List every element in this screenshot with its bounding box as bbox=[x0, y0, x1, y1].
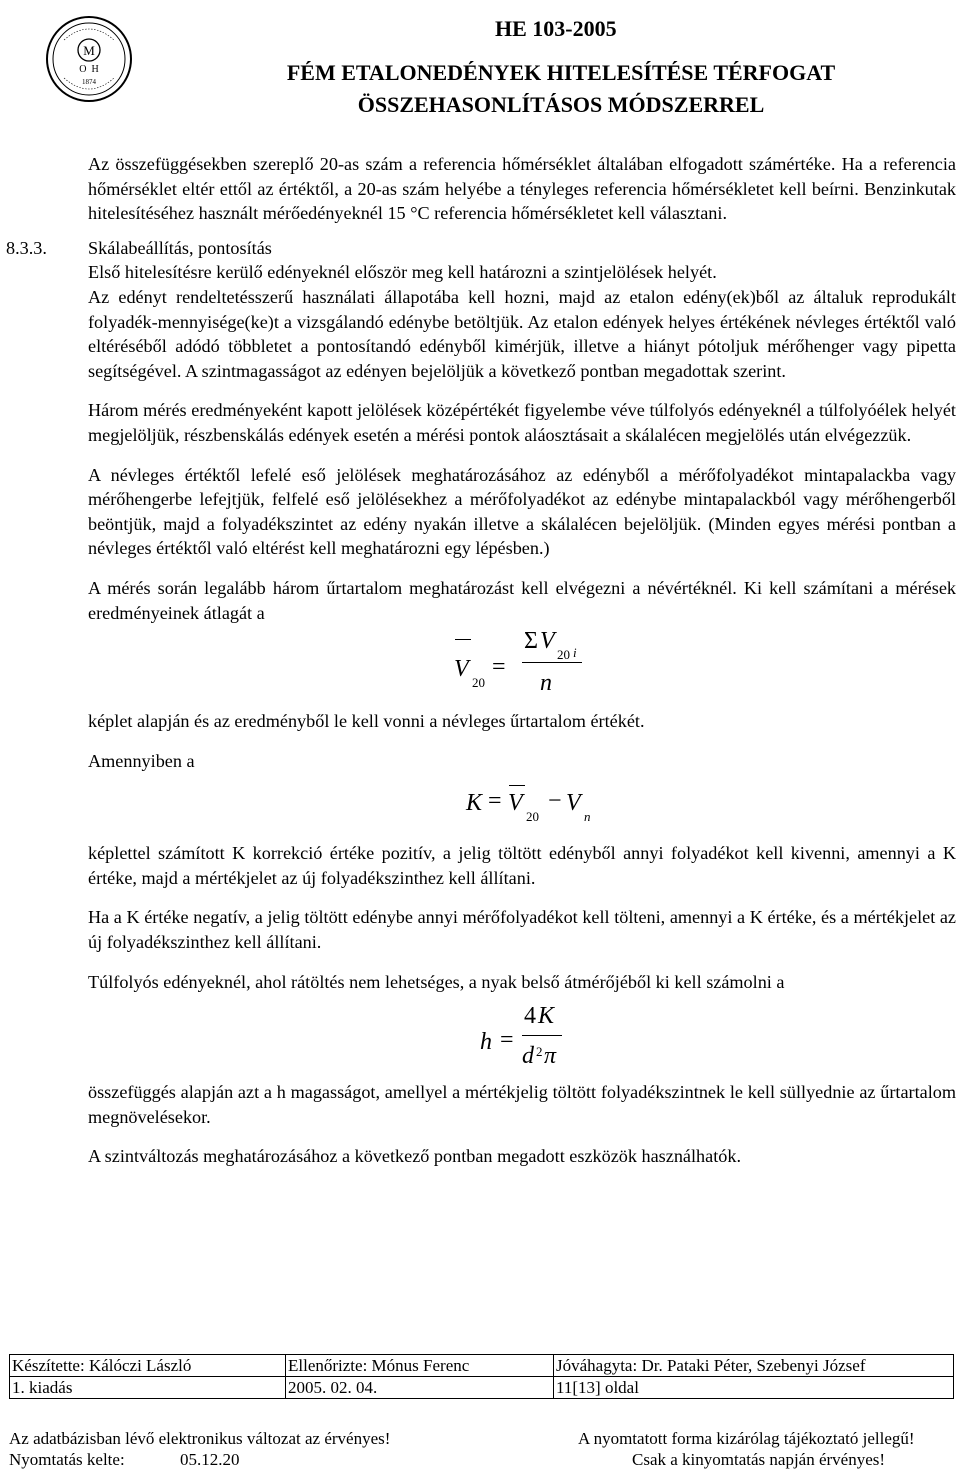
approval-table bbox=[9, 1354, 954, 1399]
formula-average-volume: V 20 = Σ V 20 i n bbox=[88, 625, 956, 709]
svg-text:O H: O H bbox=[79, 64, 99, 75]
paragraph-subtract-nominal: képlet alapján és az eredményből le kell vonni a névleges űrtartalom értékét. bbox=[88, 711, 645, 732]
print-date-label: Nyomtatás kelte: bbox=[9, 1450, 125, 1469]
formula-height-h: h = 4 K d 2 π bbox=[88, 994, 956, 1080]
electronic-version-note: Az adatbázisban lévő elektronikus változat az érvényes! bbox=[9, 1429, 391, 1448]
edition-cell: 1. kiadás bbox=[10, 1377, 286, 1399]
section-number: 8.3.3. bbox=[6, 237, 47, 258]
paragraph-positive-correction: képlettel számított K korrekció értéke pozitív, a jelig töltött edényből annyi folyadékot kell kivenni, amennyi a K értéke, majd a mértékjelet az új folyadékszinthez kell állítani. bbox=[88, 843, 956, 888]
svg-text:M: M bbox=[83, 43, 95, 58]
paragraph-level-drop: összefüggés alapján azt a h magasságot, amellyel a mértékjelig töltött folyadékszintnek le kell süllyednie az űrtartalom megnövelésekor. bbox=[88, 1082, 956, 1127]
checked-by-cell: Ellenőrizte: Mónus Ferenc bbox=[286, 1355, 554, 1377]
document-code: HE 103-2005 bbox=[495, 16, 617, 41]
institute-seal-logo bbox=[44, 14, 134, 104]
prepared-by-cell: Készítette: Kálóczi László bbox=[10, 1355, 286, 1377]
paragraph-overflow-vessels: Túlfolyós edényeknél, ahol rátöltés nem lehetséges, a nyak belső átmérőjéből ki kell számolni a bbox=[88, 971, 785, 992]
paragraph-first-verification: Első hitelesítésre kerülő edényeknél először meg kell határozni a szintjelölések helyét. bbox=[88, 262, 717, 283]
page-number-cell: 11[13] oldal bbox=[554, 1377, 954, 1399]
paragraph-tools: A szintváltozás meghatározásához a következő pontban megadott eszközök használhatók. bbox=[88, 1146, 741, 1167]
table-row bbox=[10, 1377, 954, 1399]
paragraph-average-volume: A mérés során legalább három űrtartalom meghatározást kell elvégezni a névértéknél. Ki kell számítani a mérések eredményeinek átlagát a bbox=[88, 577, 956, 623]
approved-by-cell: Jóváhagyta: Dr. Pataki Péter, Szebenyi József bbox=[554, 1355, 954, 1377]
svg-text:1874: 1874 bbox=[82, 78, 96, 86]
validity-note: Csak a kinyomtatás napján érvényes! bbox=[632, 1450, 886, 1469]
paragraph-negative-correction: Ha a K értéke negatív, a jelig töltött edénybe annyi mérőfolyadékot kell tölteni, amennyi a K értéke, és a mértékjelet az új folyadékszinthez kell állítani. bbox=[88, 907, 956, 953]
date-cell: 2005. 02. 04. bbox=[286, 1377, 554, 1399]
table-row bbox=[10, 1355, 954, 1377]
paragraph-marks-determination: A névleges értéktől lefelé eső jelölések meghatározásához az edényből a mérőfolyadékot mintapalackba vagy mérőhengerbe lefejtjük, felfelé eső jelölésekhez a mérőfolyadékot az edénybe mintapalackból vagy mérőhengerből beöntjük, majd a folyadékszintet az edény nyakán illetve a skálalécen bejelöljük. (Minden egyes mérési pontban a névleges értéktől való eltérést kell meghatározni egy lépésben.) bbox=[88, 464, 956, 559]
document-title-line1: FÉM ETALONEDÉNYEK HITELESÍTÉSE TÉRFOGAT bbox=[286, 60, 836, 85]
paragraph-if: Amennyiben a bbox=[88, 750, 195, 771]
document-title-line2: ÖSSZEHASONLÍTÁSOS MÓDSZERREL bbox=[357, 92, 765, 117]
paragraph-reference-temperature: Az összefüggésekben szereplő 20-as szám a referencia hőmérséklet általában elfogadott számértéke. Ha a referencia hőmérséklet eltér ettől az értéktől, a 20-as szám helyébe a tényleges referencia hőmérsékletet kell beírni. Benzinkutak hitelesítéséhez használt mérőedényeknél 15 °C referencia hőmérsékletet kell választani. bbox=[88, 154, 956, 224]
print-date-value: 05.12.20 bbox=[180, 1450, 240, 1469]
document-body bbox=[6, 152, 956, 1169]
printed-form-note: A nyomtatott forma kizárólag tájékoztató jellegű! bbox=[578, 1429, 915, 1448]
paragraph-three-measurements: Három mérés eredményeként kapott jelölések középértékét figyelembe véve túlfolyós edényeknél a túlfolyóélek helyét megjelöljük, részbenskálás edények esetén a mérési pontok aláosztásait a skálalécen megjelölés után elvégezzük. bbox=[88, 400, 956, 445]
section-title: Skálabeállítás, pontosítás bbox=[88, 237, 272, 258]
paragraph-vessel-filling: Az edényt rendeltetésszerű használati állapotába kell hozni, majd az etalon edény(ek)ből az általuk reprodukált folyadék-mennyisége(ke)t a vizsgálandó edénybe betöltjük. Az etalon edények helyes értékének névleges értéktől való eltéréséből adódó többletet a pontosítandó edényből kimérjük, illetve a hiányt pótoljuk mérőhenger vagy pipetta segítségével. A szintmagasságot az edényen bejelöljük a következő pontban megadottak szerint. bbox=[88, 286, 956, 381]
section-heading bbox=[6, 236, 956, 261]
formula-correction-k: K = V 20 − V n bbox=[88, 773, 956, 841]
page-header bbox=[0, 0, 960, 130]
